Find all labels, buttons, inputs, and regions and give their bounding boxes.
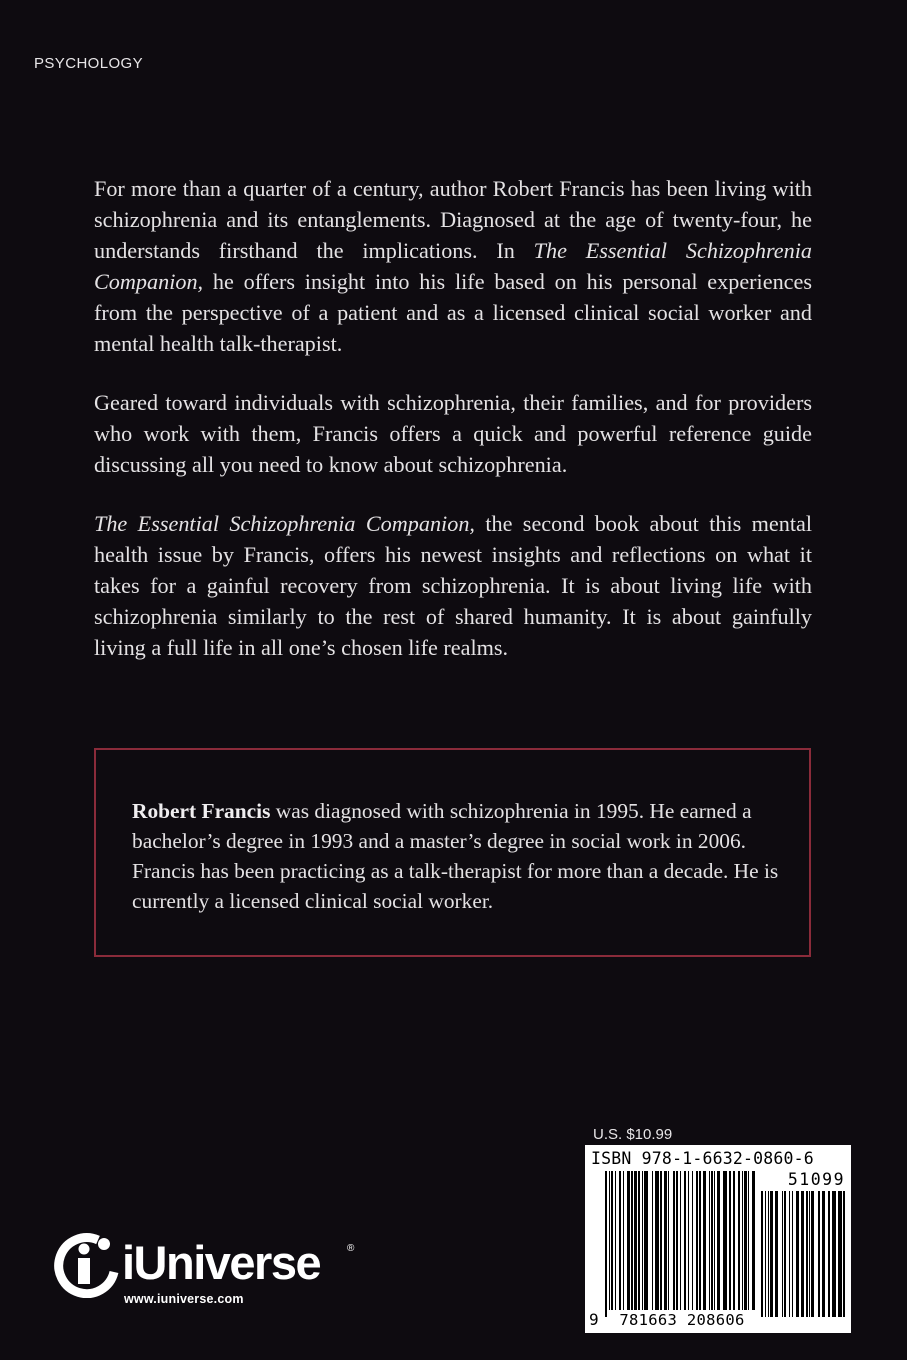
isbn-barcode [585, 1145, 851, 1333]
publisher-logo [54, 1232, 364, 1312]
ean-first-digit: 9 [589, 1310, 599, 1329]
author-bio [132, 796, 782, 916]
back-cover-blurb [94, 173, 812, 663]
price-label: U.S. $10.99 [593, 1126, 673, 1143]
ean-bars-icon [605, 1171, 755, 1317]
registered-mark: ® [347, 1243, 355, 1254]
author-bio-box [94, 748, 811, 957]
category-label: PSYCHOLOGY [34, 55, 144, 72]
book-title-italic: The Essential Schizophrenia Companion, [94, 238, 812, 294]
blurb-paragraph-2: Geared toward individuals with schizophrenia, their families, and for providers who work with them, Francis offers a quick and powerful reference guide discussing all you need to know about schizophrenia. [94, 390, 812, 477]
author-bio-text: was diagnosed with schizophrenia in 1995. He earned a bachelor’s degree in 1993 and a master’s degree in social work in 2006. Francis has been practicing as a talk-therapist for more than a decade. He is currently a licensed clinical social worker. [132, 799, 779, 913]
ean-digits: 781663 208606 [609, 1310, 755, 1330]
iuniverse-logo-icon [54, 1232, 120, 1298]
publisher-url: www.iuniverse.com [124, 1292, 244, 1306]
isbn-number: ISBN 978-1-6632-0860-6 [591, 1149, 814, 1168]
price-code: 51099 [787, 1170, 845, 1189]
blurb-paragraph-3 [94, 508, 812, 663]
book-title-italic: The Essential Schizophrenia Companion, [94, 511, 475, 536]
author-name: Robert Francis [132, 799, 271, 823]
addon-bars-icon [761, 1191, 845, 1317]
blurb-paragraph-1 [94, 173, 812, 359]
publisher-name: iUniverse [122, 1236, 321, 1289]
blurb-p1-text-b: he offers insight into his life based on his personal experiences from the perspective of a patient and as a licensed clinical social worker and mental health talk-therapist. [94, 269, 812, 356]
blurb-p1-text-a: For more than a quarter of a century, author Robert Francis has been living with schizophrenia and its entanglements. Diagnosed at the age of twenty-four, he understands firsthand the implications. In [94, 176, 812, 263]
blurb-p3-text: the second book about this mental health issue by Francis, offers his newest insights and reflections on what it takes for a gainful recovery from schizophrenia. It is about living life with schizophrenia similarly to the rest of shared humanity. It is about gainfully living a full life in all one’s chosen life realms. [94, 511, 812, 660]
